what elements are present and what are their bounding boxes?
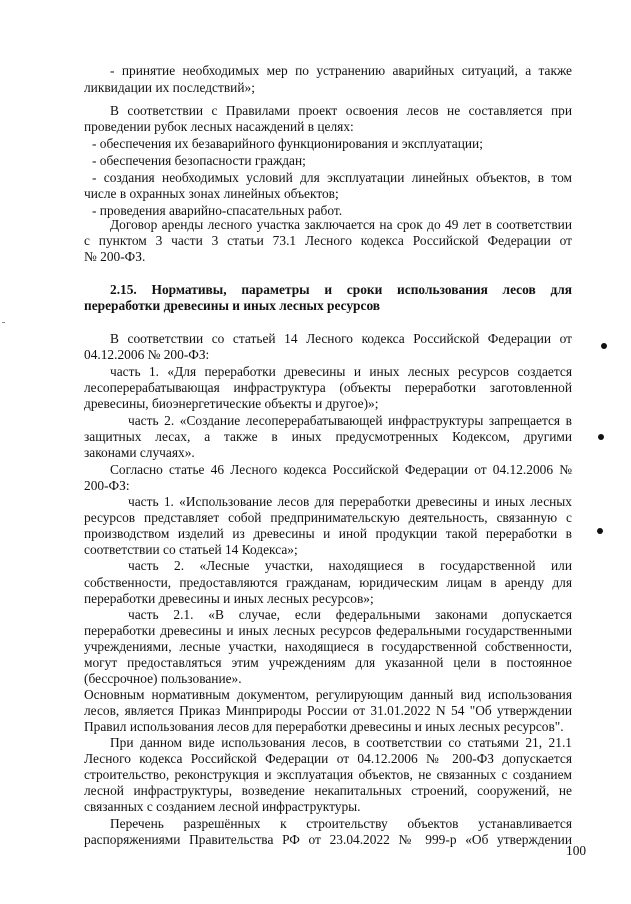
text-line: собственности, предоставляются гражданам, юридическим лицам в аренду для [84, 575, 572, 590]
text-line: - принятие необходимых мер по устранению аварийных ситуаций, а также [110, 63, 572, 78]
text-line: Согласно статье 46 Лесного кодекса Российской Федерации от 04.12.2006 № [110, 462, 572, 477]
binding-hole-mark [597, 528, 603, 534]
text-line: (бессрочное) пользование». [84, 671, 242, 686]
text-line: - создания необходимых условий для эксплуатации линейных объектов, в том [92, 170, 572, 185]
text-line: часть 2. «Создание лесоперерабатывающей инфраструктуры запрещается в [128, 413, 572, 428]
text-line: лесоперерабатывающая инфраструктура (объекты переработки заготовленной [84, 380, 572, 395]
text-line: В соответствии со статьей 14 Лесного кодекса Российской Федерации от [110, 331, 572, 346]
text-line: строительство, реконструкция и эксплуатация объектов, не связанных с созданием [84, 767, 572, 782]
text-line: часть 1. «Для переработки древесины и иных лесных ресурсов создается [110, 364, 572, 379]
text-line: переработки древесины и иных лесных ресурсов»; [84, 591, 374, 606]
section-heading-line: 2.15. Нормативы, параметры и сроки использования лесов для [110, 282, 572, 297]
text-line: - проведения аварийно-спасательных работ. [92, 203, 343, 218]
text-line: Лесного кодекса Российской Федерации от 04.12.2006 № 200-ФЗ допускается [84, 751, 572, 766]
text-line: лесов, является Приказ Минприроды России от 31.01.2022 N 54 "Об утверждении [84, 703, 572, 718]
text-line: связанных с созданием лесной инфраструктуры. [84, 799, 361, 814]
text-line: распоряжениями Правительства РФ от 23.04.2022 № 999-р «Об утверждении [84, 832, 572, 847]
text-line: древесины, биоэнергетические объекты и другое)»; [84, 396, 379, 411]
text-line: учреждениями, лесные участки, находящиеся в государственной собственности, [84, 639, 572, 654]
text-line: часть 1. «Использование лесов для переработки древесины и иных лесных [128, 494, 572, 509]
section-heading-line: переработки древесины и иных лесных ресурсов [84, 298, 381, 313]
text-line: 04.12.2006 № 200-ФЗ: [84, 347, 210, 362]
text-line: соответствии со статьей 14 Кодекса»; [84, 542, 298, 557]
text-line: При данном виде использования лесов, в соответствии со статьями 21, 21.1 [110, 735, 572, 750]
text-line: 200-ФЗ: [84, 478, 130, 493]
text-line: № 200-ФЗ. [84, 249, 146, 264]
text-line: ликвидации их последствий»; [84, 80, 255, 95]
page-number: 100 [566, 843, 587, 858]
binding-hole-mark [601, 343, 607, 349]
text-line: В соответствии с Правилами проект освоения лесов не составляется при [110, 103, 572, 118]
binding-hole-mark [598, 434, 604, 440]
text-line: защитных лесах, а также в иных предусмотренных Кодексом, другими [84, 429, 572, 444]
text-line: часть 2.1. «В случае, если федеральными законами допускается [128, 607, 572, 622]
text-line: ресурсов представляет собой предпринимательскую деятельность, связанную с [84, 510, 572, 525]
text-line: лесной инфраструктуры, возведение некапитальных строений, сооружений, не [84, 783, 572, 798]
text-line: Основным нормативным документом, регулирующим данный вид использования [84, 687, 572, 702]
text-line: Перечень разрешённых к строительству объектов устанавливается [110, 816, 572, 831]
text-line: - обеспечения их безаварийного функционирования и эксплуатации; [92, 136, 483, 151]
text-line: часть 2. «Лесные участки, находящиеся в государственной или [128, 558, 572, 573]
text-line: с пунктом 3 части 3 статьи 73.1 Лесного кодекса Российской Федерации от [84, 233, 572, 248]
text-line: законами случаях». [84, 445, 195, 460]
text-line: производством изделий из древесины и иной продукции такой переработки в [84, 526, 572, 541]
text-line: - обеспечения безопасности граждан; [92, 153, 306, 168]
margin-tick [2, 322, 5, 323]
text-line: проведении рубок лесных насаждений в целях: [84, 119, 354, 134]
text-line: числе в охранных зонах линейных объектов; [84, 186, 339, 201]
text-line: могут предоставляться этим учреждениям для указанной цели в постоянное [84, 655, 572, 670]
text-line: Правил использования лесов для переработки древесины и иных лесных ресурсов". [84, 719, 564, 734]
text-line: Договор аренды лесного участка заключается на срок до 49 лет в соответствии [110, 217, 572, 232]
text-line: переработки древесины и иных лесных ресурсов федеральными государственными [84, 623, 572, 638]
